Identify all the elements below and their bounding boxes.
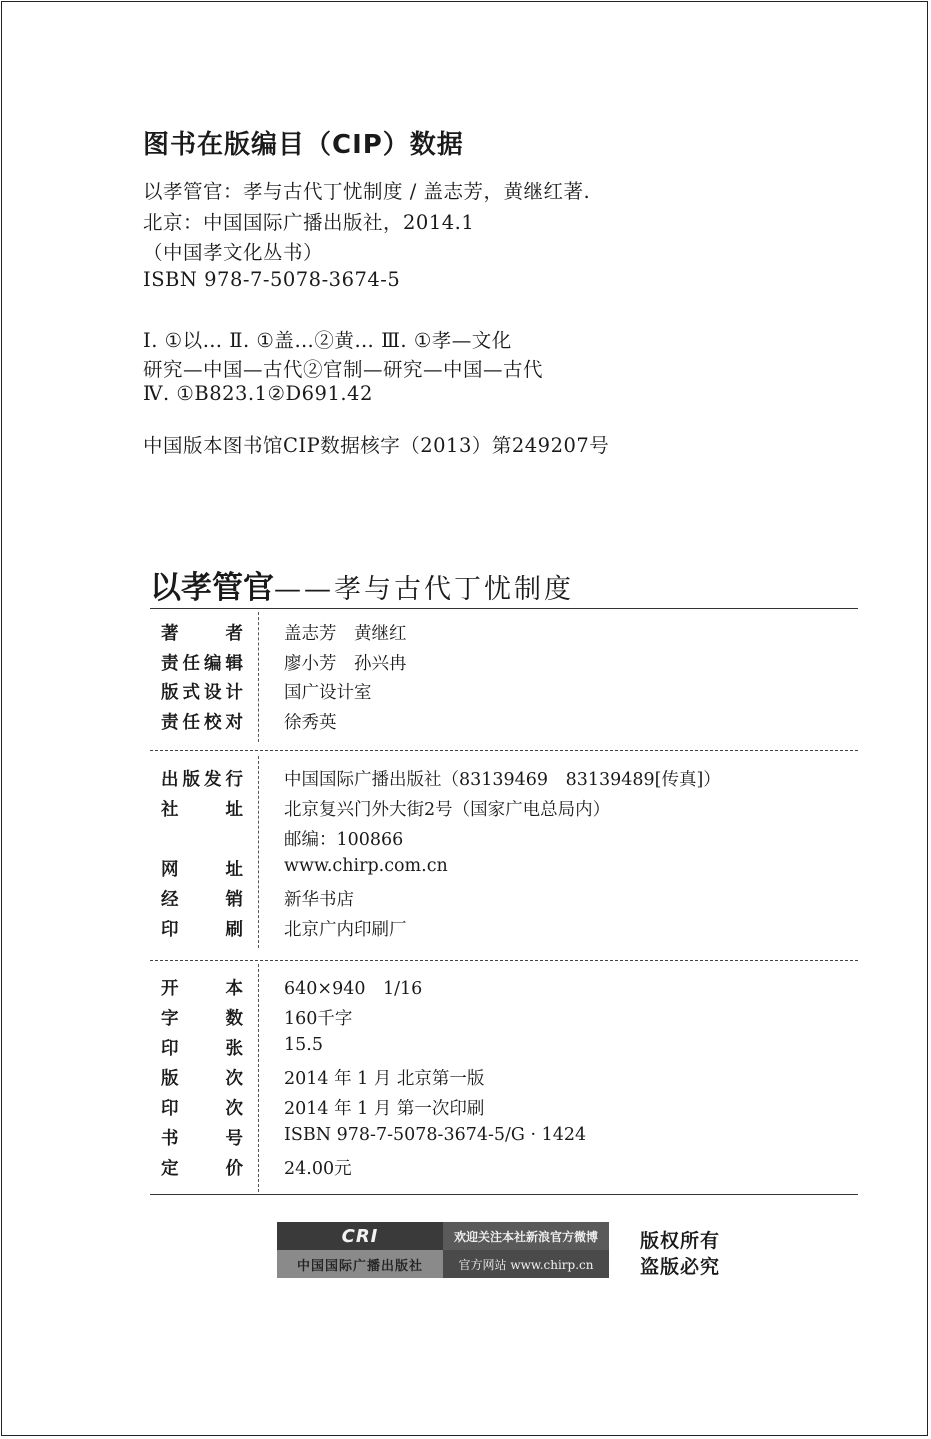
column-divider	[258, 756, 259, 948]
section-divider	[150, 960, 858, 961]
info-value: 2014 年 1 月 第一次印刷	[284, 1099, 485, 1119]
info-label-char: 开	[161, 979, 179, 999]
cip-line: 北京：中国国际广播出版社，2014.1	[143, 211, 475, 234]
info-value: 640×940 1/16	[284, 979, 423, 999]
weibo-follow-text: 欢迎关注本社新浪官方微博	[443, 1222, 609, 1250]
info-label-char: 发	[204, 770, 222, 790]
info-value: 邮编：100866	[284, 830, 404, 850]
info-value: 160千字	[284, 1009, 353, 1029]
info-value: 15.5	[284, 1035, 323, 1055]
official-site-text: 官方网站 www.chirp.cn	[443, 1250, 609, 1278]
info-label-char: 数	[225, 1009, 243, 1029]
info-label-char: 印	[161, 1099, 179, 1119]
info-label-char: 式	[182, 683, 200, 703]
info-label-char: 价	[225, 1159, 243, 1179]
info-label-char: 设	[204, 683, 222, 703]
info-label-char: 销	[225, 890, 243, 910]
info-label	[161, 916, 243, 941]
cip-line: 研究—中国—古代②官制—研究—中国—古代	[143, 358, 544, 381]
book-title	[150, 562, 574, 607]
info-label-char: 责	[161, 653, 179, 674]
info-value: ISBN 978-7-5078-3674-5/G · 1424	[284, 1125, 587, 1145]
book-title-main: 以孝管官	[150, 570, 274, 606]
info-label-char: 印	[161, 1039, 179, 1059]
info-label	[161, 856, 243, 881]
book-subtitle: ——孝与古代丁忧制度	[274, 574, 574, 605]
info-label-char: 任	[182, 653, 200, 674]
info-label	[161, 975, 243, 1000]
info-label-char: 版	[182, 770, 200, 790]
publisher-logo	[277, 1222, 609, 1278]
info-label-char: 书	[161, 1129, 179, 1149]
column-divider	[258, 612, 259, 742]
info-label	[161, 796, 243, 821]
info-label-char: 编	[204, 653, 222, 674]
info-label-char: 次	[225, 1099, 243, 1119]
info-label	[161, 1065, 243, 1090]
info-label	[161, 1125, 243, 1150]
info-label	[161, 1005, 243, 1030]
publisher-name-logo: 中国国际广播出版社	[277, 1250, 443, 1278]
info-value: 国广设计室	[284, 683, 372, 703]
info-value: www.chirp.com.cn	[284, 856, 448, 876]
info-value: 北京复兴门外大街2号（国家广电总局内）	[284, 800, 611, 820]
info-label-char: 址	[225, 800, 243, 820]
cip-line: （中国孝文化丛书）	[143, 241, 324, 264]
info-label-char: 号	[225, 1129, 243, 1149]
info-label-char: 对	[225, 712, 243, 733]
cip-line: ISBN 978-7-5078-3674-5	[143, 268, 401, 291]
cip-line: Ⅳ. ①B823.1②D691.42	[143, 382, 373, 405]
info-label-char: 经	[161, 890, 179, 910]
info-value: 廖小芳 孙兴冉	[284, 653, 407, 674]
info-label-char: 任	[182, 712, 200, 733]
info-label	[161, 620, 243, 645]
cip-line: 以孝管官：孝与古代丁忧制度 / 盖志芳，黄继红著.	[143, 180, 591, 203]
info-label-char: 印	[161, 920, 179, 940]
top-rule	[150, 608, 858, 609]
info-label-char: 版	[161, 1069, 179, 1089]
info-label-char: 著	[161, 624, 179, 644]
info-label	[161, 679, 243, 704]
info-value: 徐秀英	[284, 712, 337, 733]
info-value: 盖志芳 黄继红	[284, 624, 407, 644]
info-label-char: 辑	[225, 653, 243, 674]
cip-line: Ⅰ. ①以… Ⅱ. ①盖…②黄… Ⅲ. ①孝—文化	[143, 329, 512, 352]
bottom-rule	[150, 1194, 858, 1195]
info-value: 2014 年 1 月 北京第一版	[284, 1069, 485, 1089]
info-value: 24.00元	[284, 1159, 352, 1179]
info-label-char: 定	[161, 1159, 179, 1179]
info-label-char: 出	[161, 770, 179, 790]
info-label-char: 网	[161, 860, 179, 880]
info-label	[161, 886, 243, 911]
section-divider	[150, 750, 858, 751]
info-label	[161, 650, 243, 675]
cip-title: 图书在版编目（CIP）数据	[143, 130, 464, 160]
info-value: 中国国际广播出版社（83139469 83139489[传真]）	[284, 770, 721, 790]
info-label-char: 次	[225, 1069, 243, 1089]
copyright-notice: 版权所有	[640, 1230, 721, 1252]
info-value: 北京广内印刷厂	[284, 920, 407, 940]
info-label	[161, 1155, 243, 1180]
piracy-notice: 盗版必究	[640, 1256, 721, 1278]
info-label-char: 字	[161, 1009, 179, 1029]
info-label-char: 者	[225, 624, 243, 644]
info-label	[161, 766, 243, 791]
info-label-char: 版	[161, 683, 179, 703]
info-label-char: 计	[225, 683, 243, 703]
info-label-char: 行	[225, 770, 243, 790]
info-label-char: 刷	[225, 920, 243, 940]
info-value: 新华书店	[284, 890, 354, 910]
info-label-char: 校	[204, 712, 222, 733]
column-divider	[258, 964, 259, 1192]
info-label	[161, 1035, 243, 1060]
info-label-char: 责	[161, 712, 179, 733]
info-label	[161, 709, 243, 734]
cip-line: 中国版本图书馆CIP数据核字（2013）第249207号	[143, 434, 610, 457]
info-label-char: 张	[225, 1039, 243, 1059]
info-label	[161, 1095, 243, 1120]
cri-logo-mark: CRI	[277, 1222, 443, 1250]
info-label-char: 社	[161, 800, 179, 820]
info-label-char: 本	[225, 979, 243, 999]
info-label-char: 址	[225, 860, 243, 880]
